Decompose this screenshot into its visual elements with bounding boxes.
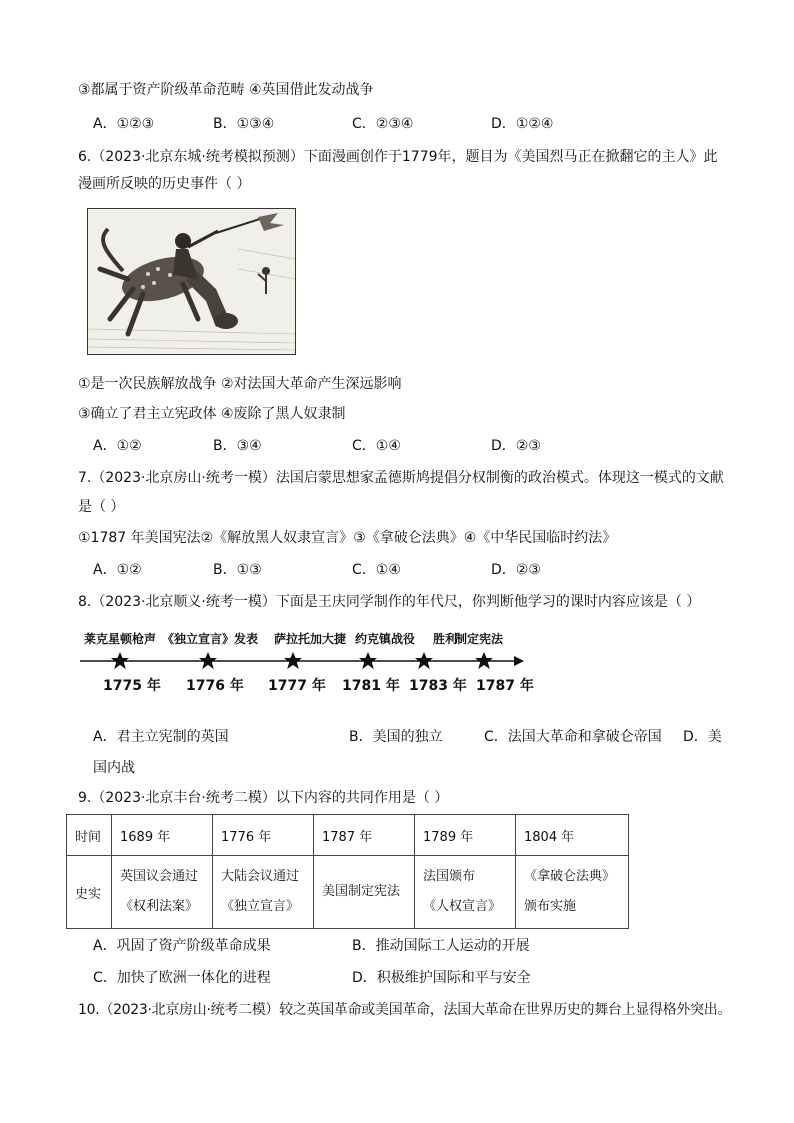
q8-option-d-wrap: 国内战 — [93, 760, 135, 776]
cell-line: 《拿破仑法典》 — [524, 869, 616, 884]
cell-line: 颁布实施 — [524, 899, 577, 914]
q9-options-row1 — [0, 936, 794, 956]
table-header-cell: 1776 年 — [213, 815, 314, 856]
q9-option-c[interactable]: C．加快了欧洲一体化的进程 — [93, 970, 271, 986]
timeline-year-1: 1775 年 — [103, 678, 161, 694]
timeline-arrow-icon — [514, 656, 524, 666]
timeline-year-2: 1776 年 — [186, 678, 244, 694]
q6-option-c[interactable]: C．①④ — [352, 438, 401, 454]
cell-line: 《权利法案》 — [120, 899, 199, 914]
timeline-label-1: 莱克星顿枪声 — [84, 632, 157, 646]
timeline-label-2: 《独立宣言》发表 — [162, 632, 259, 646]
q6-stem-line2: 漫画所反映的历史事件（ ） — [78, 176, 251, 192]
q10-stem: 10.（2023·北京房山·统考二模）较之英国革命或美国革命，法国大革命在世界历史的舞台上显得格外突出。 — [78, 1002, 732, 1018]
table-row-label: 史实 — [67, 856, 112, 929]
q8-stem: 8.（2023·北京顺义·统考一模）下面是王庆同学制作的年代尺，你判断他学习的课时内容应该是（ ） — [78, 594, 701, 610]
cell-line: 英国议会通过 — [120, 869, 199, 884]
table-cell — [415, 856, 516, 929]
q7-stem-line2: 是（ ） — [78, 499, 125, 515]
table-row — [67, 856, 629, 929]
q9-option-d[interactable]: D．积极维护国际和平与安全 — [352, 970, 531, 986]
q7-option-a[interactable]: A．①② — [93, 562, 142, 578]
q9-options-row2 — [0, 968, 794, 988]
table-cell — [516, 856, 629, 929]
q8-options — [0, 727, 794, 747]
timeline-axis — [78, 648, 538, 674]
q7-option-c[interactable]: C．①④ — [352, 562, 401, 578]
q7-option-d[interactable]: D．②③ — [491, 562, 541, 578]
timeline-label-3: 萨拉托加大捷 — [274, 632, 347, 646]
q6-options — [0, 436, 794, 456]
table-header-cell: 1789 年 — [415, 815, 516, 856]
q6-stem-line1: 6.（2023·北京东城·统考模拟预测）下面漫画创作于1779年，题目为《美国烈马正在掀翻它的主人》此 — [78, 149, 718, 165]
q8-option-d[interactable]: D．美 — [683, 729, 722, 745]
timeline-year-6: 1787 年 — [476, 678, 534, 694]
q9-stem: 9.（2023·北京丰台·统考二模）以下内容的共同作用是（ ） — [78, 790, 449, 806]
q7-statements: ①1787 年美国宪法②《解放黑人奴隶宣言》③《拿破仑法典》④《中华民国临时约法》 — [78, 530, 617, 546]
timeline-label-4: 约克镇战役 — [355, 632, 416, 646]
q6-option-d[interactable]: D．②③ — [491, 438, 541, 454]
cell-line: 《独立宣言》 — [221, 899, 300, 914]
q5-option-a[interactable]: A．①②③ — [93, 116, 155, 132]
timeline-label-5: 胜利 — [433, 632, 458, 646]
timeline-year-5: 1783 年 — [409, 678, 467, 694]
q9-option-a[interactable]: A．巩固了资产阶级革命成果 — [93, 938, 271, 954]
table-header-cell: 时间 — [67, 815, 112, 856]
q7-options — [0, 560, 794, 580]
q5-option-d[interactable]: D．①②④ — [491, 116, 554, 132]
table-header-cell: 1787 年 — [314, 815, 415, 856]
q7-option-b[interactable]: B．①③ — [213, 562, 262, 578]
q8-option-b[interactable]: B．美国的独立 — [349, 729, 443, 745]
timeline-year-4: 1781 年 — [342, 678, 400, 694]
table-cell — [213, 856, 314, 929]
q5-option-c[interactable]: C．②③④ — [352, 116, 414, 132]
q5-option-b[interactable]: B．①③④ — [213, 116, 275, 132]
q6-option-b[interactable]: B．③④ — [213, 438, 262, 454]
timeline-label-6: 制定宪法 — [455, 632, 504, 646]
q7-stem-line1: 7.（2023·北京房山·统考一模）法国启蒙思想家孟德斯鸠提倡分权制衡的政治模式。体现这一模式的文献 — [78, 470, 724, 486]
q9-option-b[interactable]: B．推动国际工人运动的开展 — [352, 938, 530, 954]
table-header-cell: 1689 年 — [112, 815, 213, 856]
table-header-cell: 1804 年 — [516, 815, 629, 856]
table-header-row — [67, 815, 629, 856]
cell-line: 大陆会议通过 — [221, 869, 300, 884]
q5-options — [0, 114, 794, 134]
q6-statements-2: ③确立了君主立宪政体 ④废除了黑人奴隶制 — [78, 406, 346, 422]
q8-option-c[interactable]: C．法国大革命和拿破仑帝国 — [484, 729, 662, 745]
q6-statements-1: ①是一次民族解放战争 ②对法国大革命产生深远影响 — [78, 376, 402, 392]
q9-history-table — [66, 814, 629, 929]
cell-line: 《人权宣言》 — [423, 899, 502, 914]
q8-timeline — [78, 630, 538, 700]
q5-statements: ③都属于资产阶级革命范畴 ④英国借此发动战争 — [78, 82, 374, 98]
timeline-year-3: 1777 年 — [268, 678, 326, 694]
cell-line: 法国颁布 — [423, 869, 476, 884]
table-cell — [314, 856, 415, 929]
q8-option-a[interactable]: A．君主立宪制的英国 — [93, 729, 229, 745]
q6-option-a[interactable]: A．①② — [93, 438, 142, 454]
cell-line: 美国制定宪法 — [322, 884, 401, 899]
q6-cartoon-image — [87, 208, 296, 355]
table-cell — [112, 856, 213, 929]
